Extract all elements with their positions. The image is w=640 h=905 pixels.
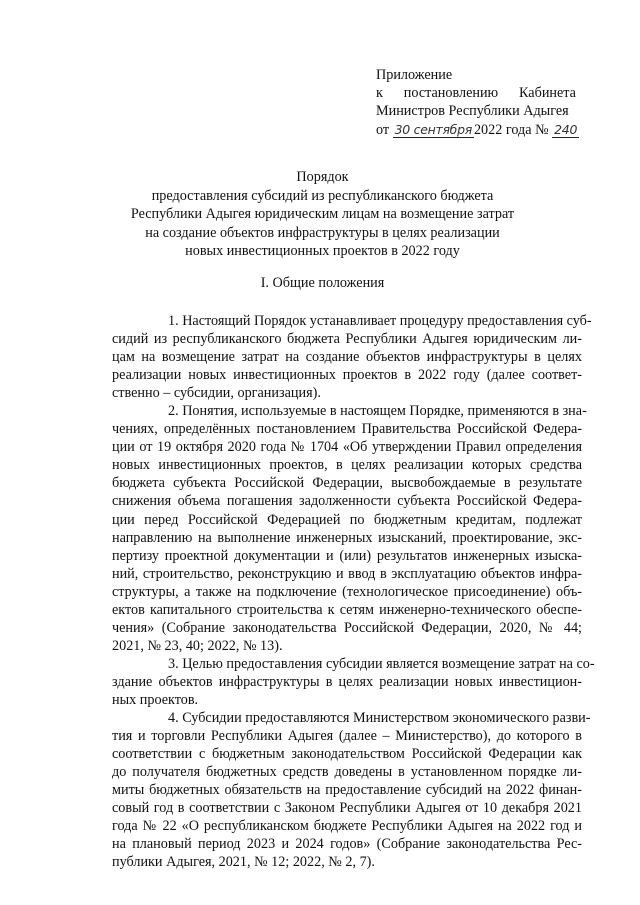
appendix-from: от — [376, 121, 390, 138]
title-line: на создание объектов инфраструктуры в целях реализации — [145, 224, 500, 241]
title-line: новых инвестиционных проектов в 2022 году — [185, 243, 460, 259]
text-line: ственно – субсидии, организация). — [112, 385, 321, 402]
text-line: чения» (Собрание законодательства Российской Федерации, 2020, № 44; — [112, 619, 582, 636]
text-line: пертизу проектной документации и (или) результатов инженерных изыска- — [112, 547, 582, 564]
text-line: на плановый период 2023 и 2024 годов» (Собрание законодательства Рес- — [112, 836, 582, 853]
appendix-block — [376, 66, 576, 139]
paragraph-4 — [112, 709, 591, 871]
title-head: Порядок — [296, 169, 349, 185]
text-line: тия и торговли Республики Адыгея (далее – Министерство), до которого в — [112, 728, 582, 745]
appendix-label: Приложение — [376, 67, 453, 83]
text-line: ции от 19 октября 2020 года № 1704 «Об утверждении Правил определения — [112, 439, 582, 456]
handwritten-number: 240 — [554, 121, 578, 137]
text-line: ний, строительство, реконструкцию и ввод в эксплуатацию объектов инфра- — [112, 565, 582, 582]
text-line: новых инвестиционных проектов, в целях реализации которых средства — [112, 457, 582, 474]
text-line: бюджета субъекта Российской Федерации, высвобождаемые в результате — [112, 475, 582, 492]
text-line: соответствии с бюджетным законодательством Российской Федерации как — [112, 746, 582, 763]
text-line: здание объектов инфраструктуры в целях реализации новых инвестицион- — [112, 673, 582, 690]
text-line: чениях, определённых постановлением Правительства Российской Федера- — [112, 421, 582, 438]
text-line: ектов капитального строительства к сетям инженерно-технического обеспе- — [112, 601, 582, 618]
paragraph-1 — [112, 312, 592, 402]
handwritten-date: 30 сентября — [394, 121, 472, 137]
text-line: года № 22 «О республиканском бюджете Республики Адыгея на 2022 год и — [112, 818, 582, 835]
text-line: ных проектов. — [112, 691, 199, 708]
document-body — [112, 312, 595, 871]
document-title — [110, 168, 535, 261]
text-line: ции перед Российской Федерацией по бюджетным кредитам, подлежат — [112, 511, 582, 528]
appendix-ministers: Министров Республики Адыгея — [376, 103, 569, 120]
text-line: реализации новых инвестиционных проектов в 2022 году (далее соответ- — [112, 367, 582, 384]
text-line: 1. Настоящий Порядок устанавливает процедуру предоставления суб- — [168, 313, 592, 329]
appendix-resolution: постановлению — [403, 85, 499, 102]
text-line: снижения объема погашения задолженности субъекта Российской Федера- — [112, 493, 582, 510]
section-heading: I. Общие положения — [260, 275, 385, 291]
appendix-to: к — [376, 85, 383, 102]
text-line: миты бюджетных обязательств на предоставление субсидий на 2022 финан- — [112, 782, 582, 799]
text-line: до получателя бюджетных средств доведены в установленном порядке ли- — [112, 764, 582, 781]
text-line: 3. Целью предоставления субсидии является возмещение затрат на со- — [168, 655, 595, 672]
title-line: Республики Адыгея юридическим лицам на возмещение затрат — [130, 206, 515, 222]
text-line: структуры, а также на подключение (технологическое присоединение) объ- — [112, 583, 582, 600]
text-line: направлению на выполнение инженерных изысканий, проектирование, экс- — [112, 529, 582, 546]
text-line: 2021, № 23, 40; 2022, № 13). — [112, 637, 283, 654]
text-line: совый год в соответствии с Законом Республики Адыгея от 10 декабря 2021 — [112, 800, 582, 817]
appendix-date-line — [376, 121, 576, 139]
paragraph-3 — [112, 655, 595, 709]
text-line: 2. Понятия, используемые в настоящем Порядке, применяются в зна- — [168, 403, 587, 420]
text-line: сидий из республиканского бюджета Республики Адыгея юридическим ли- — [112, 331, 582, 348]
appendix-cabinet: Кабинета — [519, 85, 576, 102]
title-line: предоставления субсидий из республиканского бюджета — [151, 187, 494, 204]
appendix-resolution-line — [376, 84, 576, 102]
text-line: 4. Субсидии предоставляются Министерством экономического разви- — [168, 710, 591, 727]
appendix-year-number: 2022 года № — [473, 121, 549, 138]
text-line: публики Адыгея, 2021, № 12; 2022, № 2, 7). — [112, 854, 375, 871]
paragraph-2 — [112, 402, 587, 655]
text-line: цам на возмещение затрат на создание объектов инфраструктуры в целях — [112, 349, 582, 366]
